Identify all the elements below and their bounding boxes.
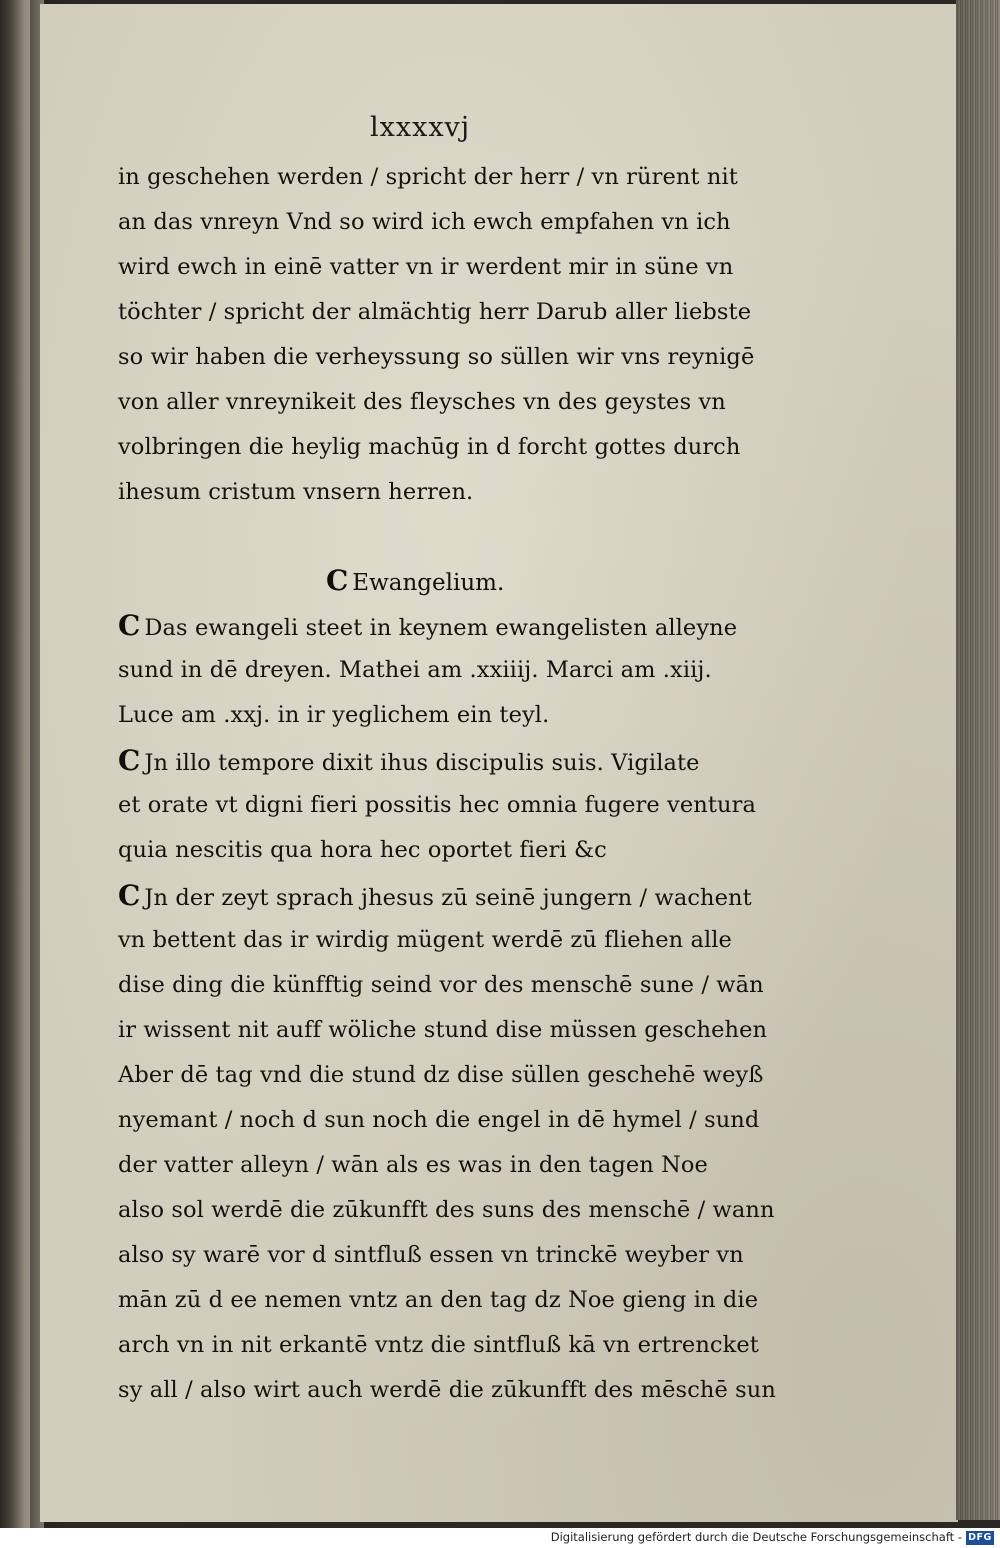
text-line [118, 918, 766, 963]
line-text: Jn der zeyt sprach jhesus zū seinē jungern / wachent [144, 885, 752, 911]
text-line [118, 425, 766, 470]
line-text: nyemant / noch d sun noch die engel in dē hymel / sund [118, 1107, 760, 1133]
line-text: ir wissent nit auff wöliche stund dise müssen geschehen [118, 1017, 768, 1043]
funding-note: Digitalisierung gefördert durch die Deutsche Forschungsgemeinschaft - [550, 1530, 962, 1544]
section-gap [118, 515, 766, 558]
line-text: ihesum cristum vnsern herren. [118, 479, 474, 505]
heading-text: Ewangelium. [352, 570, 505, 596]
line-text: töchter / spricht der almächtig herr Darub aller liebste [118, 299, 752, 325]
line-text: wird ewch in einē vatter vn ir werdent mir in süne vn [118, 254, 734, 280]
body-paragraph-epistle [118, 155, 766, 515]
line-text: also sy warē vor d sintfluß essen vn trinckē weyber vn [118, 1242, 744, 1268]
line-text: vn bettent das ir wirdig mügent werdē zū fliehen alle [118, 927, 732, 953]
folio-number: lxxxxvj [370, 112, 471, 143]
line-text: Aber dē tag vnd die stund dz dise süllen geschehē weyß [118, 1062, 764, 1088]
line-text: in geschehen werden / spricht der herr / vn rürent nit [118, 164, 738, 190]
text-line [118, 1368, 776, 1413]
text-line [118, 1008, 766, 1053]
text-line [118, 1143, 766, 1188]
text-line [118, 1053, 766, 1098]
text-line [118, 873, 766, 918]
line-text: Luce am .xxj. in ir yeglichem ein teyl. [118, 702, 550, 728]
line-text: volbringen die heylig machūg in d forcht gottes durch [118, 434, 741, 460]
text-line [118, 1323, 766, 1368]
line-text: sy all / also wirt auch werdē die zūkunfft des mēschē sun [118, 1377, 776, 1403]
line-text: quia nescitis qua hora hec oportet fieri &c [118, 837, 607, 863]
text-line [118, 783, 766, 828]
dfg-logo: DFG [966, 1531, 994, 1545]
text-line [118, 963, 766, 1008]
text-line [118, 648, 766, 693]
line-text: an das vnreyn Vnd so wird ich ewch empfahen vn ich [118, 209, 731, 235]
pilcrow-mark: C [118, 744, 141, 777]
text-line [118, 828, 766, 873]
text-line [118, 603, 766, 648]
line-text: von aller vnreynikeit des fleysches vn des geystes vn [118, 389, 726, 415]
text-line [118, 290, 766, 335]
text-line [118, 245, 766, 290]
line-text: arch vn in nit erkantē vntz die sintfluß kā vn ertrencket [118, 1332, 759, 1358]
text-line [118, 200, 766, 245]
text-line [118, 155, 766, 200]
line-text: sund in dē dreyen. Mathei am .xxiiij. Marci am .xiij. [118, 657, 712, 683]
footer-bar [0, 1528, 1000, 1548]
pilcrow-mark: C [326, 564, 349, 597]
text-line [118, 1098, 766, 1143]
body-paragraph-gospel [118, 603, 776, 1413]
page-stack-shade [956, 0, 1000, 1520]
line-text: et orate vt digni fieri possitis hec omnia fugere ventura [118, 792, 756, 818]
line-text: so wir haben die verheyssung so süllen wir vns reynigē [118, 344, 755, 370]
page-text-block [118, 155, 776, 1413]
line-text: mān zū d ee nemen vntz an den tag dz Noe gieng in die [118, 1287, 759, 1313]
pilcrow-mark: C [118, 609, 141, 642]
text-line [118, 380, 766, 425]
line-text: Das ewangeli steet in keynem ewangelisten alleyne [144, 615, 738, 641]
line-text: dise ding die künfftig seind vor des menschē sune / wān [118, 972, 764, 998]
text-line [118, 335, 766, 380]
text-line [118, 1278, 766, 1323]
text-line [118, 1233, 766, 1278]
text-line [118, 470, 766, 515]
pilcrow-mark: C [118, 879, 141, 912]
line-text: also sol werdē die zūkunfft des suns des menschē / wann [118, 1197, 775, 1223]
section-heading [118, 558, 766, 603]
line-text: der vatter alleyn / wān als es was in den tagen Noe [118, 1152, 708, 1178]
text-line [118, 693, 766, 738]
text-line [118, 1188, 775, 1233]
line-text: Jn illo tempore dixit ihus discipulis suis. Vigilate [144, 750, 700, 776]
text-line [118, 738, 766, 783]
